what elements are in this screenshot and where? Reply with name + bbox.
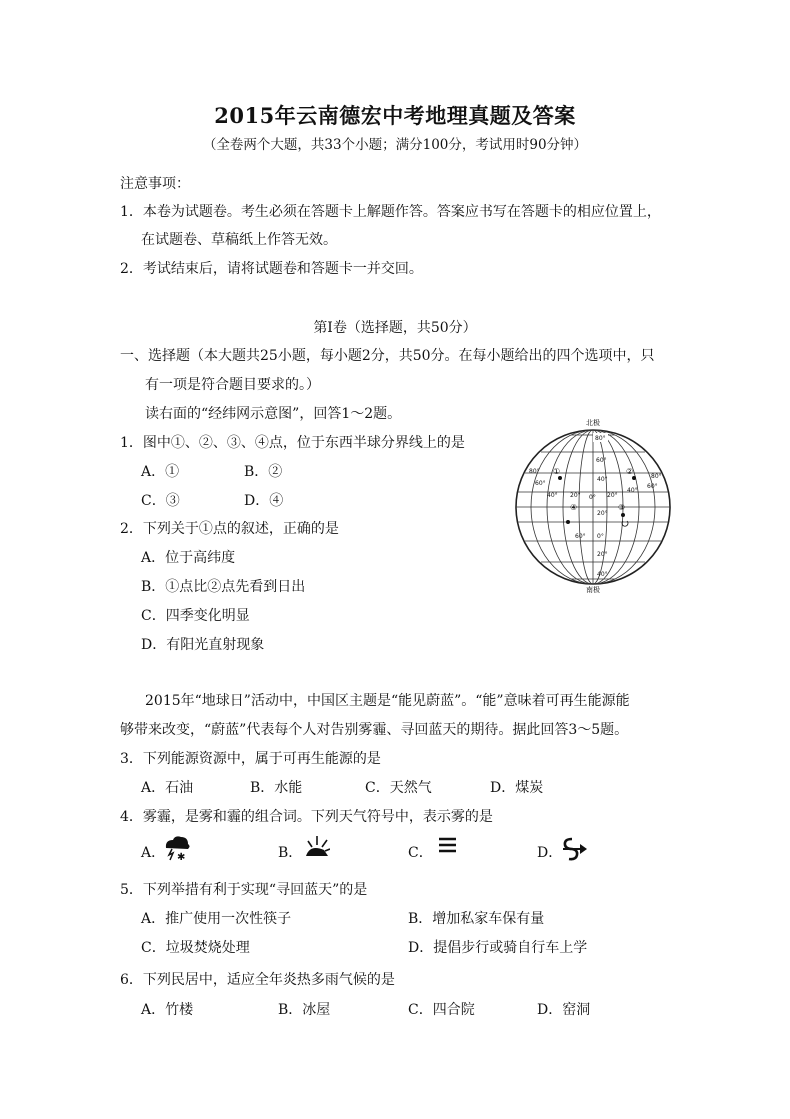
passage-line-2: 够带来改变，“蔚蓝”代表每个人对告别雾霾、寻回蓝天的期待。据此回答3～5题。 [120, 722, 629, 738]
q4-option-c[interactable]: C． [408, 845, 433, 861]
q2-option-b[interactable]: B．①点比②点先看到日出 [141, 579, 306, 595]
q6-option-d[interactable]: D．窑洞 [537, 1002, 591, 1018]
section-title: 第Ⅰ卷（选择题，共50分） [313, 320, 477, 336]
lat-label: 40° [597, 571, 608, 578]
q4-stem: 4．雾霾，是雾和霾的组合词。下列天气符号中，表示雾的是 [120, 809, 493, 825]
point-4-label: ④ [570, 503, 578, 512]
lon-label: 80° [529, 468, 540, 475]
page-title: 2015年云南德宏中考地理真题及答案 [214, 103, 576, 128]
point-3-label: ③ [618, 503, 626, 512]
q5-option-a[interactable]: A．推广使用一次性筷子 [141, 911, 292, 927]
q3-option-b[interactable]: B．水能 [250, 780, 303, 796]
notice-item-1-cont: 在试题卷、草稿纸上作答无效。 [141, 232, 337, 248]
lon-label: 40° [547, 492, 558, 499]
notice-heading: 注意事项： [120, 176, 190, 192]
sandstorm-icon [560, 834, 590, 862]
notice-item-1: 1．本卷为试题卷。考生必须在答题卡上解题作答。答案应书写在答题卡的相应位置上， [120, 204, 661, 220]
q3-option-c[interactable]: C．天然气 [365, 780, 432, 796]
lon-label: 80° [651, 473, 662, 480]
q1-option-a[interactable]: A．① [141, 464, 180, 480]
south-pole-label: 南极 [586, 586, 600, 594]
thunderstorm-snow-icon [162, 834, 192, 862]
lon-label: 20° [607, 492, 618, 499]
q6-option-a[interactable]: A．竹楼 [141, 1002, 194, 1018]
q2-option-d[interactable]: D．有阳光直射现象 [141, 637, 265, 653]
lon-label: 40° [627, 487, 638, 494]
lat-label: 60° [575, 533, 586, 540]
lat-label: 20° [597, 551, 608, 558]
q1-option-b[interactable]: B．② [244, 464, 283, 480]
notice-item-2: 2．考试结束后，请将试题卷和答题卡一并交回。 [120, 261, 423, 277]
svg-text:✱: ✱ [177, 852, 186, 862]
q6-stem: 6．下列民居中，适应全年炎热多雨气候的是 [120, 972, 395, 988]
section-intro: 一、选择题（本大题共25小题，每小题2分，共50分。在每小题给出的四个选项中，只 [120, 348, 655, 364]
lat-label: 80° [595, 435, 606, 442]
q4-option-b[interactable]: B． [278, 845, 303, 861]
lat-label: 60° [596, 457, 607, 464]
q6-option-c[interactable]: C．四合院 [408, 1002, 475, 1018]
q4-option-a[interactable]: A． [141, 845, 166, 861]
lon-label: 0° [589, 494, 596, 501]
q3-option-d[interactable]: D．煤炭 [490, 780, 544, 796]
q5-option-c[interactable]: C．垃圾焚烧处理 [141, 940, 250, 956]
q2-option-a[interactable]: A．位于高纬度 [141, 550, 236, 566]
lon-label: 60° [535, 480, 546, 487]
lat-label: 20° [597, 510, 608, 517]
q6-option-b[interactable]: B．冰屋 [278, 1002, 331, 1018]
graticule-globe-figure [515, 418, 671, 594]
q3-option-a[interactable]: A．石油 [141, 780, 194, 796]
q5-option-d[interactable]: D．提倡步行或骑自行车上学 [408, 940, 588, 956]
q5-stem: 5．下列举措有利于实现“寻回蓝天”的是 [120, 882, 368, 898]
point-2-label: ② [626, 467, 634, 476]
fog-icon [434, 834, 464, 862]
read-instruction: 读右面的“经纬网示意图”，回答1～2题。 [145, 406, 402, 422]
exam-subtitle: （全卷两个大题，共33个小题；满分100分，考试用时90分钟） [202, 137, 588, 153]
lat-label: 0° [597, 533, 604, 540]
q2-option-c[interactable]: C．四季变化明显 [141, 608, 250, 624]
q4-option-d[interactable]: D． [537, 845, 563, 861]
q3-stem: 3．下列能源资源中，属于可再生能源的是 [120, 751, 381, 767]
q1-option-c[interactable]: C．③ [141, 493, 180, 509]
section-intro-cont: 有一项是符合题目要求的。） [145, 377, 320, 393]
dust-sun-icon [300, 834, 330, 862]
q5-option-b[interactable]: B．增加私家车保有量 [408, 911, 545, 927]
lat-label: 40° [597, 476, 608, 483]
point-1-label: ① [553, 467, 561, 476]
lon-label: 20° [570, 492, 581, 499]
q1-stem: 1．图中①、②、③、④点，位于东西半球分界线上的是 [120, 435, 465, 451]
north-pole-label: 北极 [586, 419, 600, 427]
q1-option-d[interactable]: D．④ [244, 493, 284, 509]
passage-line-1: 2015年“地球日”活动中，中国区主题是“能见蔚蓝”。“能”意味着可再生能源能 [145, 693, 630, 709]
q2-stem: 2．下列关于①点的叙述，正确的是 [120, 521, 339, 537]
lon-label: 60° [647, 483, 658, 490]
